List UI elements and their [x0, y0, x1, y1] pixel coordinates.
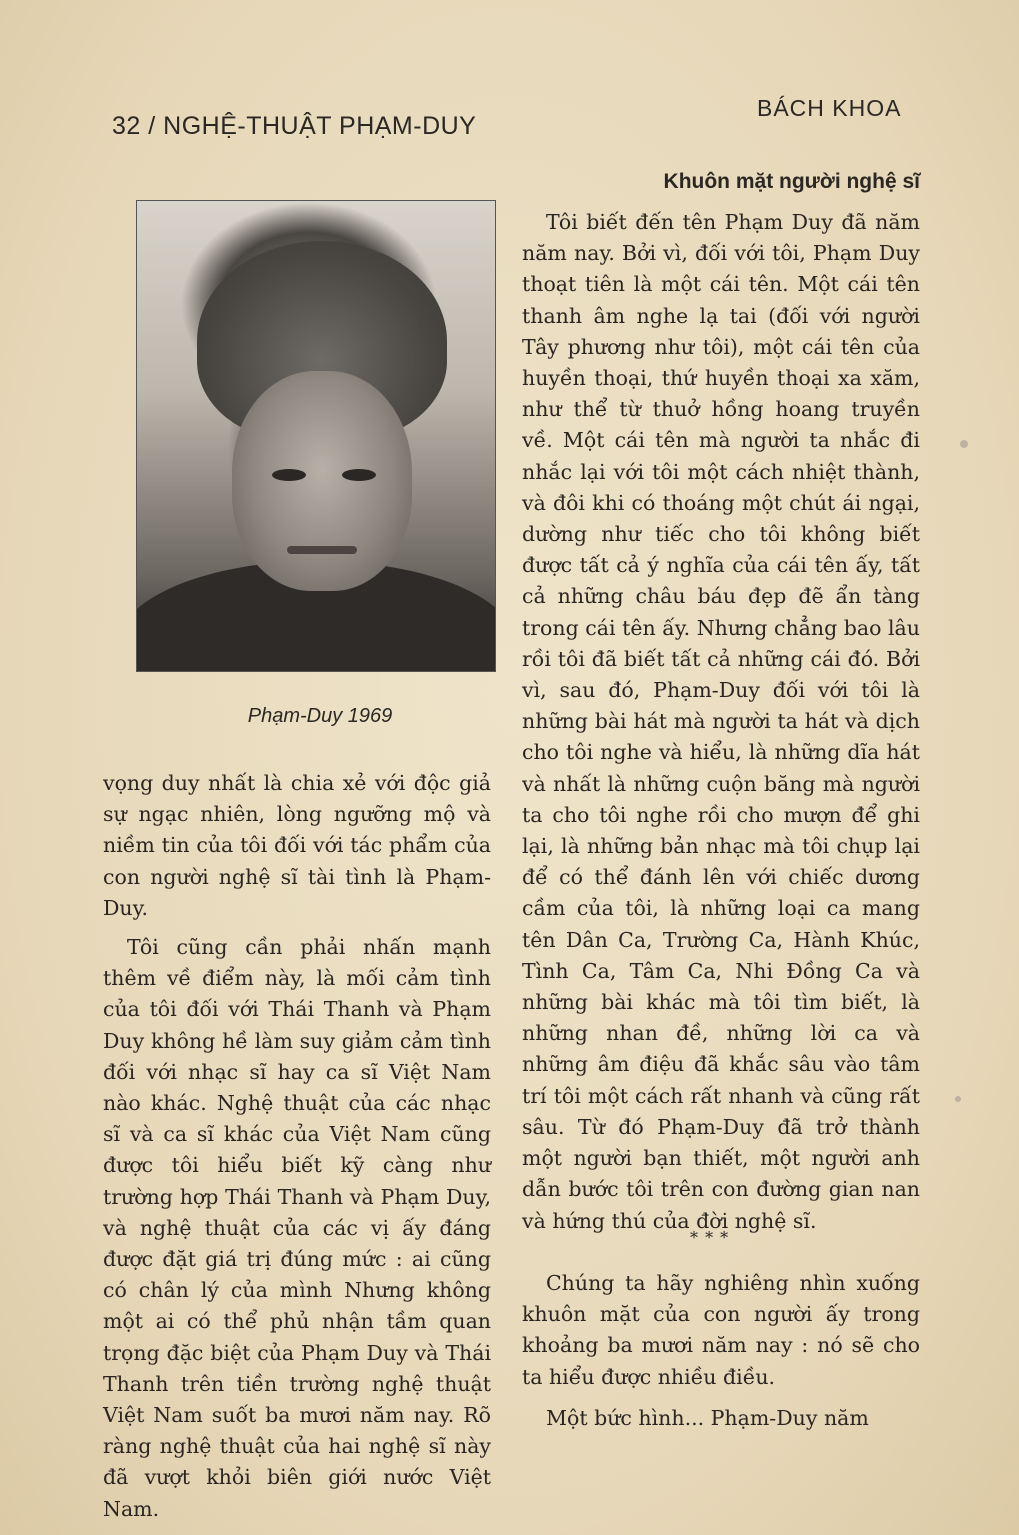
right-paragraph-3: Một bức hình... Phạm-Duy năm — [546, 1405, 869, 1430]
left-column-text — [103, 768, 491, 1525]
portrait-right-eye — [342, 469, 376, 481]
portrait-face — [232, 371, 412, 591]
portrait-left-eye — [272, 469, 306, 481]
paper-speck — [955, 1096, 961, 1102]
running-header-left: 32 / NGHỆ-THUẬT PHẠM-DUY — [112, 112, 477, 140]
portrait-photo — [136, 200, 496, 672]
running-header-magazine: BÁCH KHOA — [757, 95, 902, 121]
section-separator: * * * — [690, 1228, 730, 1247]
right-paragraph-2: Chúng ta hãy nghiêng nhìn xuống khuôn mặt của con người ấy trong khoảng ba mươi năm nay : nó sẽ cho ta hiểu được nhiều điều. — [522, 1271, 920, 1389]
left-paragraph-1: vọng duy nhất là chia xẻ với độc giả sự ngạc nhiên, lòng ngưỡng mộ và niềm tin của tôi đối với tác phẩm của con người nghệ sĩ tài tình là Phạm-Duy. — [103, 771, 491, 920]
section-heading: Khuôn mặt người nghệ sĩ — [663, 170, 920, 193]
photo-caption: Phạm-Duy 1969 — [247, 705, 393, 727]
right-paragraph-1: Tôi biết đến tên Phạm Duy đã năm năm nay. Bởi vì, đối với tôi, Phạm Duy thoạt tiên là một cái tên. Một cái tên thanh âm nghe lạ tai (đối với người Tây phương như tôi), một cái tên của huyền thoại, thứ huyền thoại xa xăm, như thể từ thuở hồng hoang truyền về. Một cái tên mà người ta nhắc đi nhắc lại với tôi một cách nhiệt thành, và đôi khi có thoáng một chút ái ngại, dường như tiếc cho tôi không biết được tất cả ý nghĩa của cái tên ấy, tất cả những châu báu đẹp đẽ ẩn tàng trong cái tên ấy. Nhưng chẳng bao lâu rồi tôi đã biết tất cả những cái đó. Bởi vì, sau đó, Phạm-Duy đối với tôi là những bài hát mà người ta hát và dịch cho tôi nghe và hiểu, là những dĩa hát và nhất là những cuộn băng mà người ta cho tôi nghe rồi cho mượn để ghi lại, là những bản nhạc mà tôi chụp lại để có thể đánh lên với chiếc dương cầm của tôi, là những loại ca mang tên Dân Ca, Trường Ca, Hành Khúc, Tình Ca, Tâm Ca, Nhi Đồng Ca và những bài khác mà tôi tìm biết, là những nhan đề, những lời ca và những âm điệu đã khắc sâu vào tâm trí tôi một cách rất nhanh và cũng rất sâu. Từ đó Phạm-Duy đã trở thành một người bạn thiết, một người anh dẫn bước tôi trên con đường gian nan và hứng thú của đời nghệ sĩ. — [522, 210, 920, 1233]
right-column-text-continued — [522, 1268, 920, 1434]
left-paragraph-2: Tôi cũng cần phải nhấn mạnh thêm về điểm này, là mối cảm tình của tôi đối với Thái Thanh và Phạm Duy không hề làm suy giảm cảm tình đối với nhạc sĩ hay ca sĩ Việt Nam nào khác. Nghệ thuật của các nhạc sĩ và ca sĩ khác của Việt Nam cũng được tôi hiểu biết kỹ càng như trường hợp Thái Thanh và Phạm Duy, và nghệ thuật của các vị ấy đáng được đặt giá trị đúng mức : ai cũng có chân lý của mình Nhưng không một ai có thể phủ nhận tầm quan trọng đặc biệt của Phạm Duy và Thái Thanh trên tiền trường nghệ thuật Việt Nam suốt ba mươi năm nay. Rõ ràng nghệ thuật của hai nghệ sĩ này đã vượt khỏi biên giới nước Việt Nam. — [103, 935, 491, 1521]
right-column-text — [522, 207, 920, 1237]
portrait-mouth — [287, 546, 357, 554]
paper-speck — [960, 440, 968, 448]
